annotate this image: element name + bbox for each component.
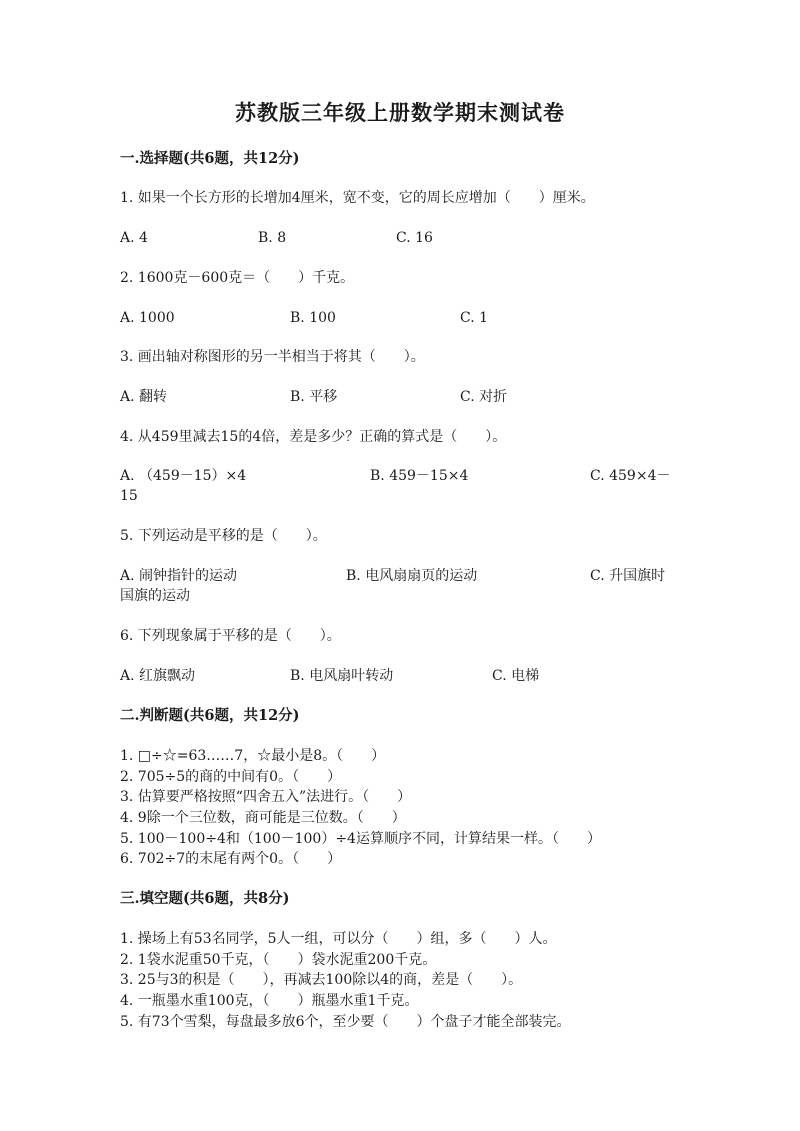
fill-blank-item: 2. 1袋水泥重50千克，（ ）袋水泥重200千克。 xyxy=(120,952,437,968)
question-text: 1. 如果一个长方形的长增加4厘米，宽不变，它的周长应增加（ ）厘米。 xyxy=(120,190,595,206)
option-a: A. 1000 xyxy=(120,310,175,326)
judgement-item: 1. □÷☆=63……7，☆最小是8。（ ） xyxy=(120,748,386,764)
question-text: 6. 下列现象属于平移的是（ ）。 xyxy=(120,628,341,644)
judgement-item: 2. 705÷5的商的中间有0。（ ） xyxy=(120,769,342,785)
judgement-item: 3. 估算要严格按照“四舍五入”法进行。（ ） xyxy=(120,789,412,805)
section-heading-judgement: 二.判断题(共6题，共12分) xyxy=(120,707,300,724)
option-b: B. 100 xyxy=(290,310,336,326)
option-c: C. 16 xyxy=(396,230,433,246)
fill-blank-item: 1. 操场上有53名同学，5人一组，可以分（ ）组，多（ ）人。 xyxy=(120,931,557,947)
option-b: B. 459－15×4 xyxy=(370,468,469,484)
option-c: C. 电梯 xyxy=(492,668,540,684)
section-heading-fill-blank: 三.填空题(共6题，共8分) xyxy=(120,890,290,907)
question-text: 4. 从459里减去15的4倍，差是多少？正确的算式是（ ）。 xyxy=(120,429,507,445)
fill-blank-item: 4. 一瓶墨水重100克，（ ）瓶墨水重1千克。 xyxy=(120,993,419,1009)
fill-blank-item: 5. 有73个雪梨，每盘最多放6个，至少要（ ）个盘子才能全部装完。 xyxy=(120,1014,571,1030)
option-b: B. 8 xyxy=(258,230,287,246)
option-c: C. 459×4－ xyxy=(590,468,671,484)
option-a: A. 红旗飘动 xyxy=(120,668,196,684)
section-heading-choice: 一.选择题(共6题，共12分) xyxy=(120,150,300,167)
option-a: A. （459－15）×4 xyxy=(120,468,247,484)
question-text: 3. 画出轴对称图形的另一半相当于将其（ ）。 xyxy=(120,349,425,365)
question-text: 5. 下列运动是平移的是（ ）。 xyxy=(120,528,327,544)
option-a: A. 闹钟指针的运动 xyxy=(120,568,238,584)
option-b: B. 电风扇扇页的运动 xyxy=(346,568,478,584)
option-a: A. 翻转 xyxy=(120,389,168,405)
option-c-continuation: 国旗的运动 xyxy=(120,588,190,604)
judgement-item: 5. 100－100÷4和（100－100）÷4运算顺序不同，计算结果一样。（ ） xyxy=(120,831,601,847)
option-b: B. 电风扇叶转动 xyxy=(290,668,394,684)
option-c: C. 对折 xyxy=(460,389,508,405)
question-text: 2. 1600克－600克＝（ ）千克。 xyxy=(120,270,355,286)
judgement-item: 6. 702÷7的末尾有两个0。（ ） xyxy=(120,851,342,867)
option-a: A. 4 xyxy=(120,230,148,246)
option-c: C. 1 xyxy=(460,310,489,326)
option-c-continuation: 15 xyxy=(120,488,138,504)
judgement-item: 4. 9除一个三位数，商可能是三位数。（ ） xyxy=(120,810,406,826)
option-c: C. 升国旗时 xyxy=(590,568,666,584)
page-title: 苏教版三年级上册数学期末测试卷 xyxy=(235,100,565,125)
fill-blank-item: 3. 25与3的积是（ ），再减去100除以4的商，差是（ ）。 xyxy=(120,972,523,988)
option-b: B. 平移 xyxy=(290,389,338,405)
